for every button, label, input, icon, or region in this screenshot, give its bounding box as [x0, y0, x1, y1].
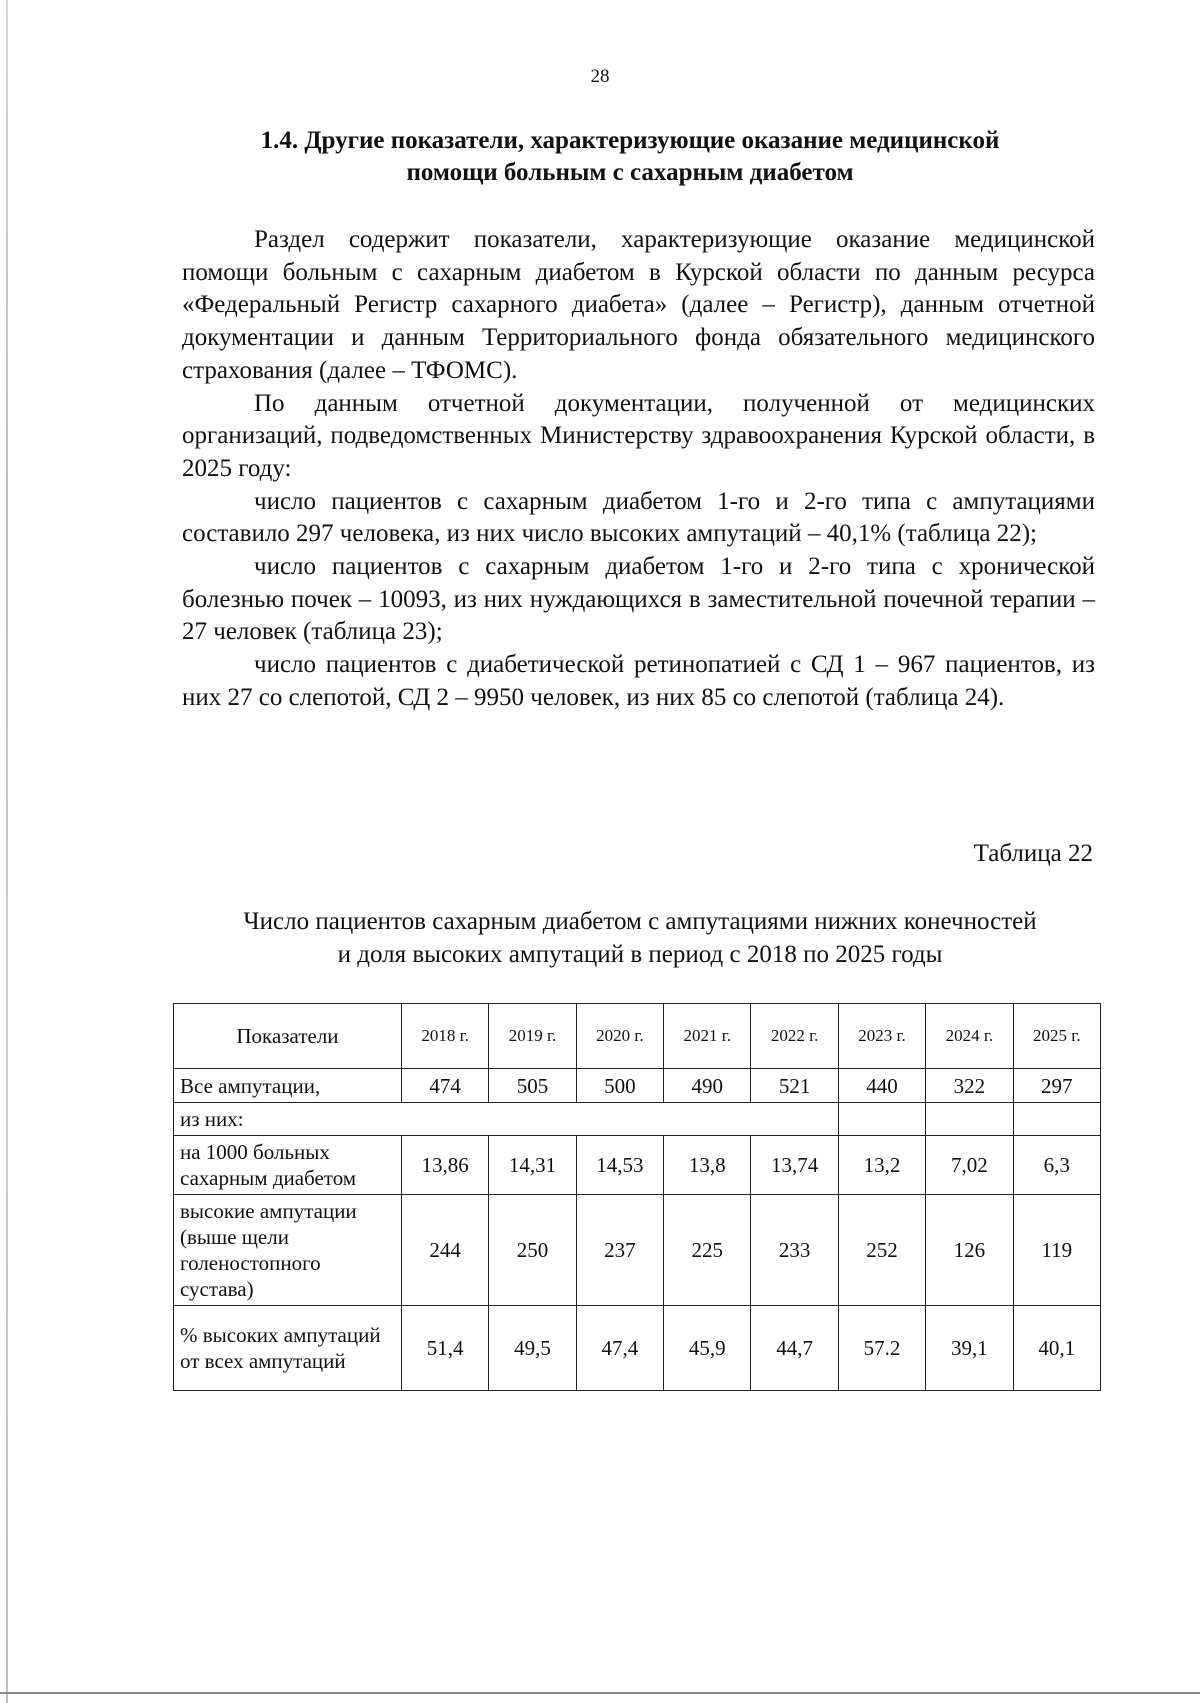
paragraph-intro: Раздел содержит показатели, характеризующие оказание медицинской помощи больным с сахарным диабетом в Курской области по данным ресурса «Федеральный Регистр сахарного диабета» (далее – Регистр), данным отчетной документации и данным Территориального фонда обязательного медицинского страхования (далее – ТФОМС). — [182, 226, 1095, 384]
table-caption-line-2: и доля высоких ампутаций в период с 2018 по 2025 годы — [337, 941, 943, 968]
table-cell-empty — [926, 1103, 1013, 1136]
table-cell: 49,5 — [489, 1306, 576, 1391]
table-cell: 44,7 — [751, 1306, 838, 1391]
header-year: 2019 г. — [489, 1004, 576, 1069]
table-cell: 119 — [1013, 1195, 1100, 1306]
paragraph-kidney-disease: число пациентов с сахарным диабетом 1-го и 2-го типа с хронической болезнью почек – 10093, из них нуждающихся в заместительной почечной терапии – 27 человек (таблица 23); — [182, 553, 1095, 646]
table-cell: 500 — [576, 1069, 663, 1103]
row-label: Все ампутации, — [174, 1069, 402, 1103]
table-cell: 14,31 — [489, 1136, 576, 1195]
table-cell: 7,02 — [926, 1136, 1013, 1195]
amputations-table — [173, 1003, 1101, 1391]
table-caption — [160, 905, 1120, 971]
table-cell: 57.2 — [838, 1306, 925, 1391]
table-cell: 252 — [838, 1195, 925, 1306]
table-cell: 126 — [926, 1195, 1013, 1306]
table-cell-empty — [838, 1103, 925, 1136]
paragraph-reporting: По данным отчетной документации, полученной от медицинских организаций, подведомственных Министерству здравоохранения Курской области, в 2025 году: — [182, 389, 1095, 482]
row-label: % высоких ампутаций от всех ампутаций — [174, 1306, 402, 1391]
table-cell: 225 — [664, 1195, 751, 1306]
header-year: 2024 г. — [926, 1004, 1013, 1069]
table-cell: 13,74 — [751, 1136, 838, 1195]
section-heading — [190, 125, 1070, 189]
row-label: высокие ампутации (выше щели голеностопного сустава) — [174, 1195, 402, 1306]
section-heading-line-2: помощи больным с сахарным диабетом — [406, 159, 854, 186]
scan-edge-bottom — [0, 1692, 1200, 1694]
scan-edge-left — [6, 0, 8, 1703]
table-cell: 490 — [664, 1069, 751, 1103]
table-cell-empty — [1013, 1103, 1100, 1136]
table-cell: 297 — [1013, 1069, 1100, 1103]
table-cell: 45,9 — [664, 1306, 751, 1391]
table-cell: 40,1 — [1013, 1306, 1100, 1391]
table-cell: 51,4 — [401, 1306, 488, 1391]
table-cell: 244 — [401, 1195, 488, 1306]
header-year: 2021 г. — [664, 1004, 751, 1069]
row-label: из них: — [174, 1103, 839, 1136]
table-cell: 13,86 — [401, 1136, 488, 1195]
table-cell: 13,2 — [838, 1136, 925, 1195]
table-caption-line-1: Число пациентов сахарным диабетом с ампутациями нижних конечностей — [243, 908, 1037, 935]
header-year: 2020 г. — [576, 1004, 663, 1069]
paragraph-amputations: число пациентов с сахарным диабетом 1-го и 2-го типа с ампутациями составило 297 человека, из них число высоких ампутаций – 40,1% (таблица 22); — [182, 487, 1095, 548]
table-row-high-amputations — [174, 1195, 1101, 1306]
page-number: 28 — [590, 66, 610, 87]
table-cell: 505 — [489, 1069, 576, 1103]
table-cell: 47,4 — [576, 1306, 663, 1391]
header-year: 2018 г. — [401, 1004, 488, 1069]
table-header-row — [174, 1004, 1101, 1069]
header-year: 2022 г. — [751, 1004, 838, 1069]
body-text — [182, 224, 1095, 715]
header-indicator: Показатели — [174, 1004, 402, 1069]
table-cell: 39,1 — [926, 1306, 1013, 1391]
table-row-per-1000 — [174, 1136, 1101, 1195]
table-cell: 13,8 — [664, 1136, 751, 1195]
section-heading-line-1: 1.4. Другие показатели, характеризующие оказание медицинской — [260, 127, 1000, 154]
table-cell: 14,53 — [576, 1136, 663, 1195]
table-cell: 521 — [751, 1069, 838, 1103]
table-cell: 237 — [576, 1195, 663, 1306]
table-cell: 250 — [489, 1195, 576, 1306]
table-row-of-which — [174, 1103, 1101, 1136]
header-year: 2025 г. — [1013, 1004, 1100, 1069]
table-cell: 322 — [926, 1069, 1013, 1103]
table-label: Таблица 22 — [973, 840, 1093, 867]
table-cell: 440 — [838, 1069, 925, 1103]
table-cell: 6,3 — [1013, 1136, 1100, 1195]
table-cell: 233 — [751, 1195, 838, 1306]
row-label: на 1000 больных сахарным диабетом — [174, 1136, 402, 1195]
paragraph-retinopathy: число пациентов с диабетической ретинопатией с СД 1 – 967 пациентов, из них 27 со слепотой, СД 2 – 9950 человек, из них 85 со слепотой (таблица 24). — [182, 651, 1095, 711]
table-row-high-percent — [174, 1306, 1101, 1391]
header-year: 2023 г. — [838, 1004, 925, 1069]
table-cell: 474 — [401, 1069, 488, 1103]
table-row-all-amputations — [174, 1069, 1101, 1103]
